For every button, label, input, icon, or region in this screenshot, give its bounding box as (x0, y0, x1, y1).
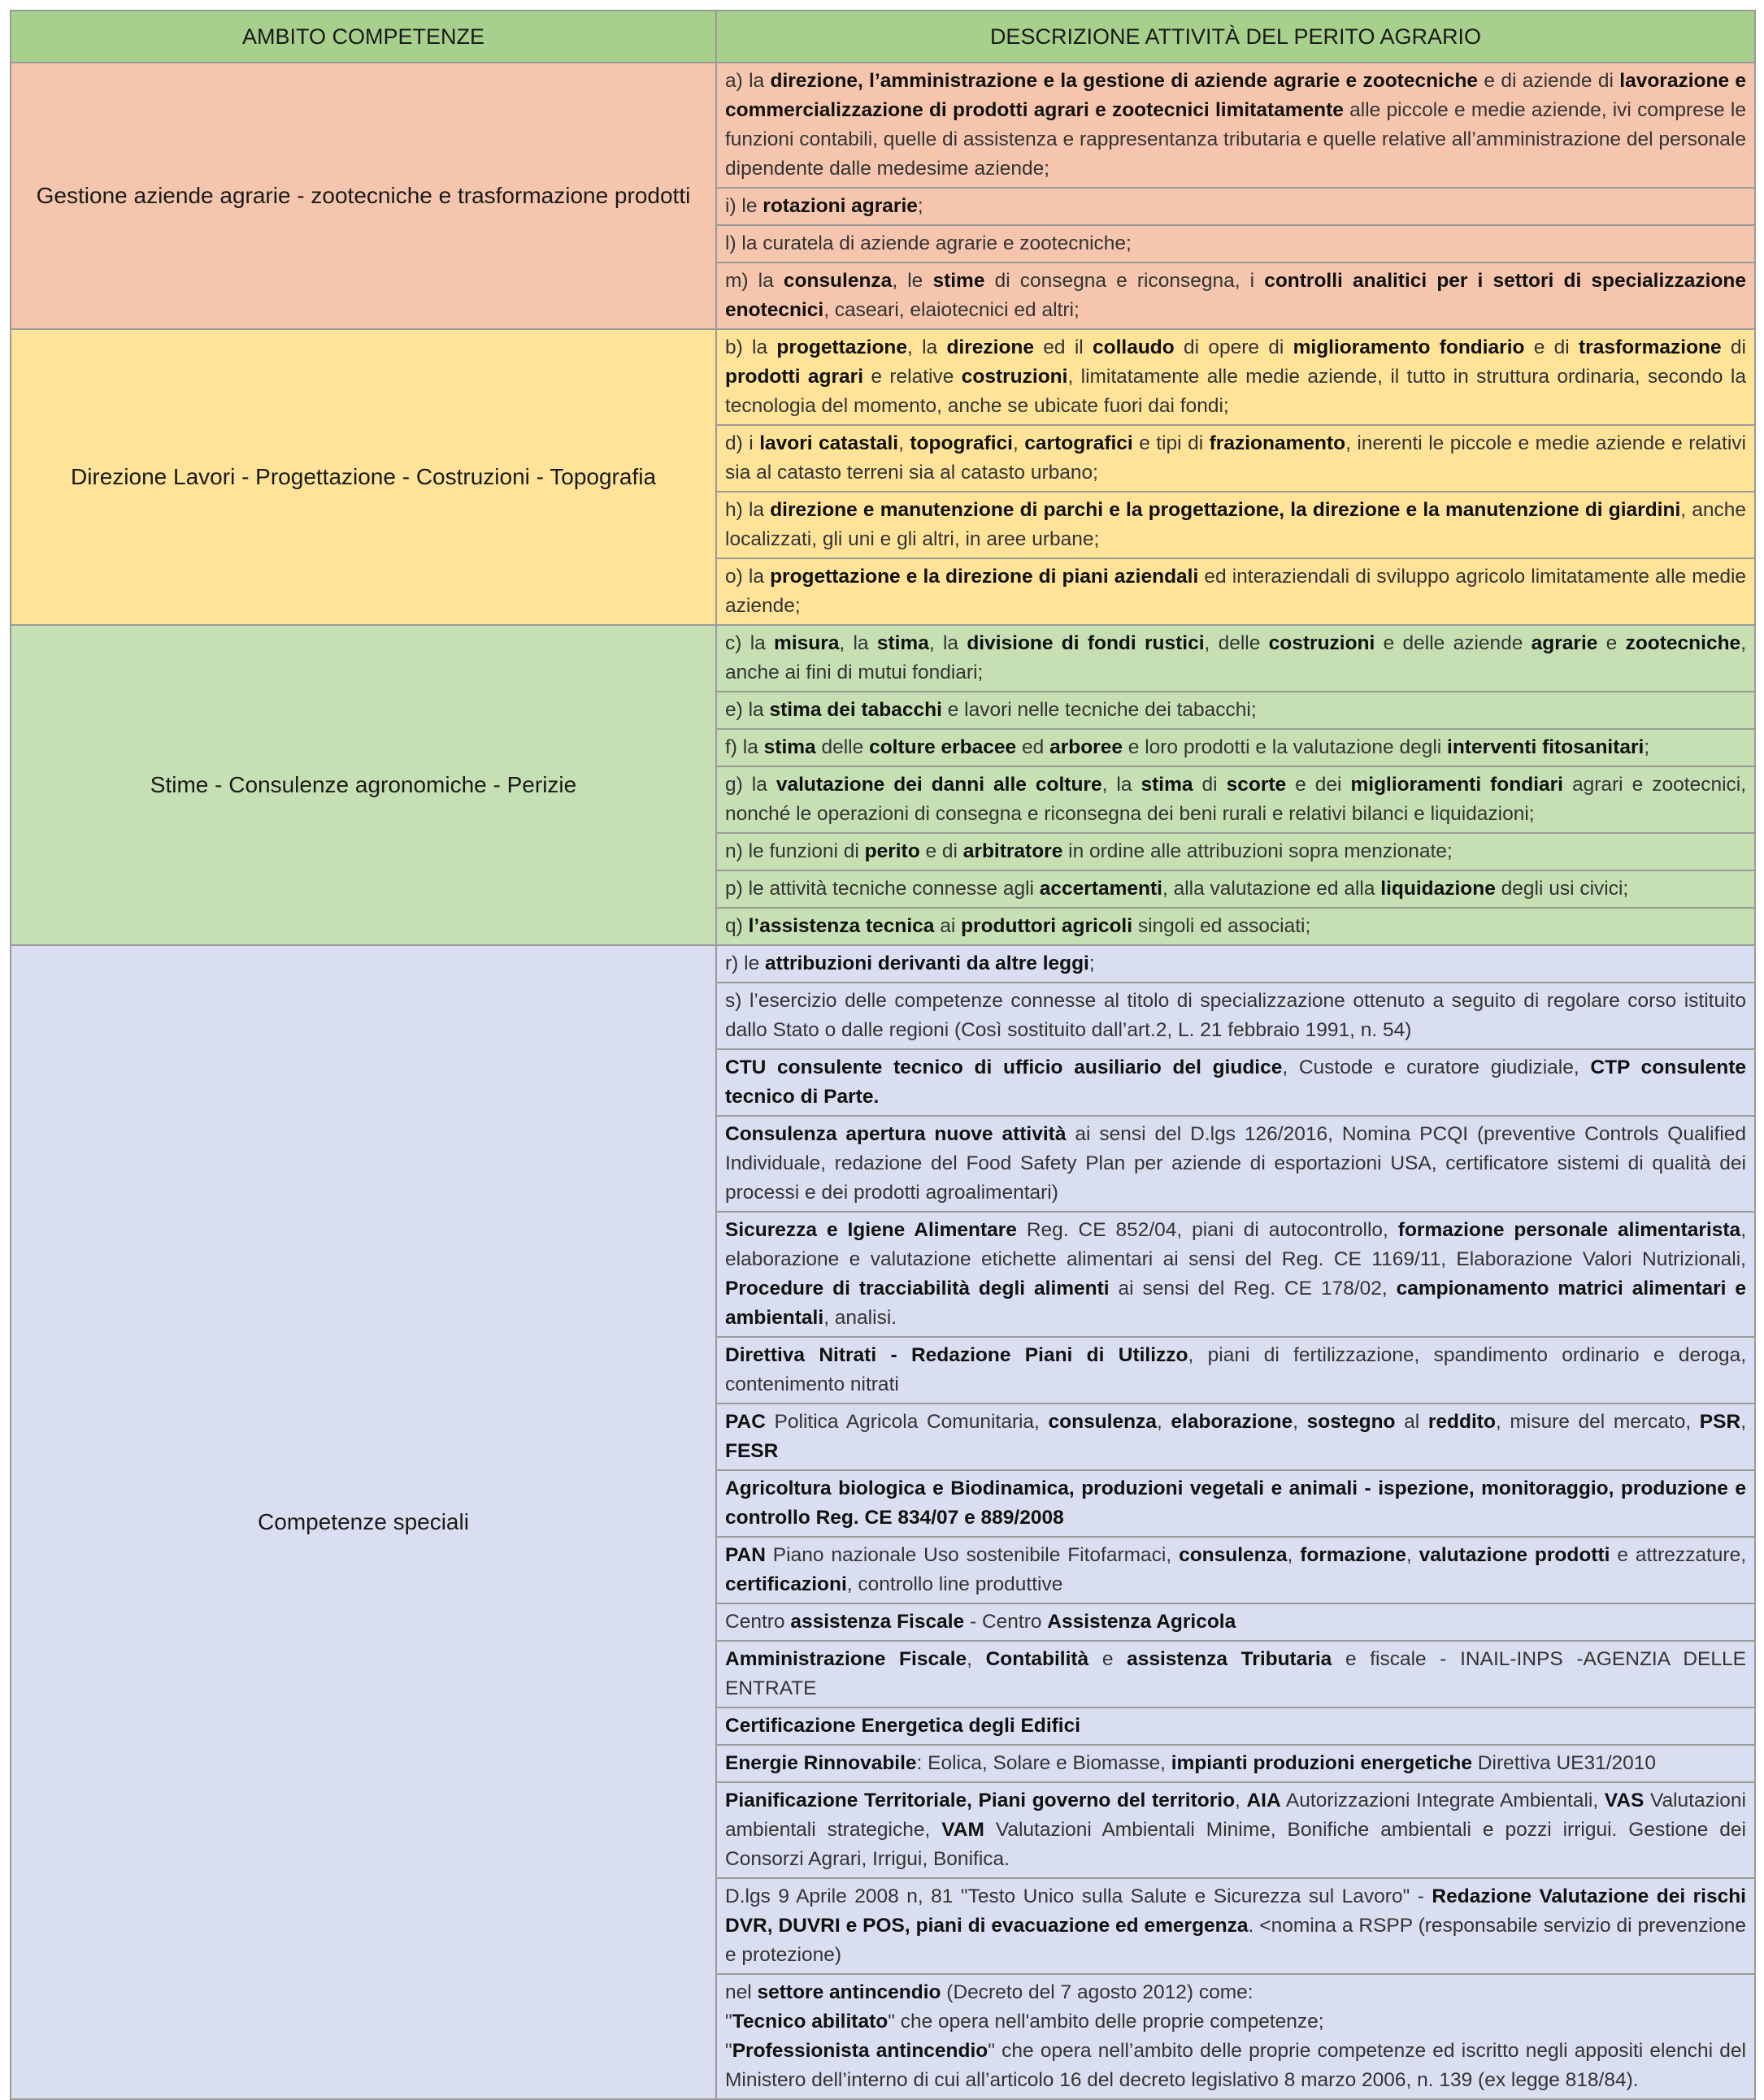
bold-text: stima (876, 632, 929, 654)
bold-text: Sicurezza e Igiene Alimentare (725, 1219, 1017, 1241)
text: e fiscale - INAIL-INPS -AGENZIA DELLE ENTRATE (725, 1648, 1746, 1699)
bold-text: Redazione Valutazione dei rischi DVR, DUVRI e POS, piani di evacuazione ed emergenza (725, 1885, 1746, 1937)
bold-text: colture erbacee (869, 736, 1017, 758)
bold-text: direzione e manutenzione di parchi e la progettazione, la direzione e la manutenzione di giardini (770, 499, 1681, 521)
text: q) (725, 915, 749, 937)
text: g) la (725, 774, 776, 796)
text: a) la (725, 70, 771, 92)
text: Autorizzazioni Integrate Ambientali, (1280, 1790, 1605, 1811)
text: p) le attività tecniche connesse agli (725, 878, 1040, 900)
descrizione-cell (716, 225, 1755, 262)
descrizione-cell (716, 766, 1755, 833)
bold-text: AIA (1246, 1790, 1281, 1811)
descrizione-cell (716, 1337, 1755, 1404)
bold-text: Pianificazione Territoriale, Piani governo del territorio (725, 1790, 1236, 1811)
text: " che opera nell’ambito delle proprie competenze ed iscritto negli appositi elenchi del Ministero dell’interno di cui all’articolo 16 del decreto legislativo 8 marzo 2006, n. 139 (ex legge 818/84). (725, 2040, 1746, 2091)
bold-text: divisione di fondi rustici (967, 632, 1205, 654)
descrizione-cell (716, 1470, 1755, 1537)
text: - Centro (964, 1611, 1048, 1633)
table-row (11, 329, 1755, 425)
text: , (1406, 1544, 1419, 1566)
descrizione-cell (716, 188, 1755, 225)
bold-text: Contabilità (985, 1648, 1089, 1670)
text: , la (839, 632, 877, 654)
bold-text: Amministrazione Fiscale (725, 1648, 967, 1670)
bold-text: arbitratore (962, 840, 1063, 862)
text: , (1156, 1411, 1171, 1433)
bold-text: lavori catastali (759, 432, 899, 454)
descrizione-cell (716, 983, 1755, 1049)
table-body (11, 63, 1755, 2099)
table-row (11, 945, 1755, 983)
text: b) la (725, 336, 777, 358)
bold-text: Tecnico abilitato (732, 2011, 889, 2033)
text: di (1721, 336, 1746, 358)
text: ; (917, 195, 923, 217)
text: ai sensi del D.lgs 126/2016, Nomina PCQI (preventive Controls Qualified Individuale, redazione del Food Safety Plan per aziende di esportazioni USA, certificatore sistemi di qualità dei processi e dei prodotti agroalimentari) (725, 1123, 1747, 1204)
text: ai (934, 915, 962, 937)
text: ed (1016, 736, 1050, 758)
table-row (11, 63, 1755, 188)
bold-text: miglioramento fondiario (1293, 336, 1525, 358)
bold-text: Agricoltura biologica e Biodinamica, produzioni vegetali e animali - ispezione, monitoraggio, produzione e controllo Reg. CE 834/07 e 889/2008 (725, 1477, 1746, 1529)
competenze-table (10, 10, 1756, 2100)
text: o) la (725, 566, 771, 588)
text: nel (725, 1981, 758, 2003)
bold-text: assistenza Tributaria (1127, 1648, 1332, 1670)
text: . <nomina a RSPP (responsabile servizio di prevenzione e protezione) (725, 1915, 1747, 1966)
text: alle piccole e medie aziende, ivi comprese le funzioni contabili, quelle di assistenza e rappresentanza tributaria e quelle relative all’amministrazione del personale dipendente dalle medesime aziende; (725, 99, 1746, 180)
header-descrizione: DESCRIZIONE ATTIVITÀ DEL PERITO AGRARIO (716, 11, 1755, 63)
text: di (1193, 774, 1227, 796)
bold-text: reddito (1427, 1411, 1496, 1433)
text: ; (1088, 952, 1095, 974)
text: , (1235, 1790, 1247, 1811)
text: , le (892, 270, 933, 292)
text: " che opera nell'ambito delle proprie competenze; (888, 2011, 1324, 2033)
bold-text: costruzioni (1268, 632, 1375, 654)
bold-text: VAS (1604, 1790, 1645, 1811)
descrizione-cell (716, 1537, 1755, 1603)
bold-text: campionamento matrici alimentari e ambientali (725, 1278, 1746, 1329)
text: l) la curatela di aziende agrarie e zootecniche; (725, 232, 1132, 254)
bold-text: stima dei tabacchi (769, 699, 942, 721)
bold-text: formazione personale alimentarista (1397, 1219, 1741, 1241)
bold-text: agrarie (1531, 632, 1598, 654)
text: e di (919, 840, 963, 862)
text: , (1740, 1411, 1746, 1433)
text: s) l’esercizio delle competenze connesse al titolo di specializzazione ottenuto a seguito di regolare corso istituito dallo Stato o dalle regioni (Così sostituito dall’art.2, L. 21 febbraio 1991, n. 54) (725, 990, 1746, 1041)
ambito-cell: Gestione aziende agrarie - zootecniche e trasformazione prodotti (11, 63, 716, 329)
bold-text: collaudo (1092, 336, 1175, 358)
text: al (1395, 1411, 1428, 1433)
ambito-cell: Direzione Lavori - Progettazione - Costruzioni - Topografia (11, 329, 716, 625)
text: e (1088, 1648, 1127, 1670)
descrizione-cell (716, 1878, 1755, 1974)
text: delle (815, 736, 870, 758)
descrizione-cell (716, 1404, 1755, 1470)
descrizione-cell (716, 625, 1755, 692)
descrizione-cell (716, 870, 1755, 908)
text: , (1012, 432, 1025, 454)
bold-text: impianti produzioni energetiche (1171, 1752, 1472, 1774)
text: Reg. CE 852/04, piani di autocontrollo, (1016, 1219, 1398, 1241)
descrizione-cell (716, 908, 1755, 945)
bold-text: PSR (1699, 1411, 1741, 1433)
text: , analisi. (823, 1307, 897, 1329)
bold-text: accertamenti (1039, 878, 1162, 900)
text: , la (928, 632, 967, 654)
descrizione-cell (716, 425, 1755, 492)
bold-text: stime (932, 270, 985, 292)
descrizione-cell (716, 1782, 1755, 1878)
text: m) la (725, 270, 784, 292)
bold-text: topografici (910, 432, 1013, 454)
text: Valutazioni Ambientali Minime, Bonifiche ambientali e pozzi irrigui. Gestione dei Consorzi Agrari, Irrigui, Bonifica. (725, 1819, 1746, 1870)
text: Valutazioni ambientali strategiche, (725, 1790, 1746, 1841)
ambito-cell: Competenze speciali (11, 945, 716, 2099)
descrizione-cell (716, 1603, 1755, 1641)
bold-text: PAC (725, 1411, 766, 1433)
text: , delle (1204, 632, 1269, 654)
text: ed il (1034, 336, 1093, 358)
bold-text: CTU consulente tecnico di ufficio ausiliario del giudice (725, 1057, 1283, 1078)
bold-text: Procedure di tracciabilità degli alimenti (725, 1278, 1110, 1299)
bold-text: Certificazione Energetica degli Edifici (725, 1715, 1081, 1737)
text: e di aziende di (1478, 70, 1620, 92)
bold-text: Consulenza apertura nuove attività (725, 1123, 1067, 1145)
text: " (725, 2040, 732, 2062)
bold-text: stima (1141, 774, 1193, 796)
bold-text: cartografici (1024, 432, 1133, 454)
text: , inerenti le piccole e medie aziende e relativi sia al catasto terreni sia al catasto urbano; (725, 432, 1746, 484)
text: , (1293, 1411, 1307, 1433)
text: e relative (863, 366, 962, 388)
bold-text: PAN (725, 1544, 766, 1566)
text: e (1597, 632, 1626, 654)
descrizione-cell (716, 945, 1755, 983)
bold-text: formazione (1300, 1544, 1406, 1566)
text: agrari e zootecnici, nonché le operazioni di consegna e riconsegna dei beni rurali e relativi bilanci e liquidazioni; (725, 774, 1747, 825)
bold-text: rotazioni agrarie (763, 195, 918, 217)
text: , misure del mercato, (1495, 1411, 1700, 1433)
text: , controllo line produttive (846, 1573, 1063, 1595)
text: f) la (725, 736, 764, 758)
text: h) la (725, 499, 771, 521)
descrizione-cell (716, 492, 1755, 558)
descrizione-cell (716, 692, 1755, 729)
bold-text: frazionamento (1209, 432, 1346, 454)
bold-text: settore antincendio (757, 1981, 941, 2003)
bold-text: assistenza Fiscale (790, 1611, 965, 1633)
text: Centro (725, 1611, 791, 1633)
text: , alla valutazione ed alla (1162, 878, 1381, 900)
text: r) le (725, 952, 765, 974)
bold-text: Assistenza Agricola (1047, 1611, 1236, 1633)
descrizione-cell (716, 262, 1755, 329)
text: ai sensi del Reg. CE 178/02, (1109, 1278, 1397, 1299)
bold-text: sostegno (1306, 1411, 1396, 1433)
bold-text: arboree (1049, 736, 1123, 758)
text: " (725, 2011, 732, 2033)
bold-text: Professionista antincendio (732, 2040, 988, 2062)
text: , piani di fertilizzazione, spandimento ordinario e deroga, contenimento nitrati (725, 1344, 1747, 1395)
text: c) la (725, 632, 775, 654)
text: Politica Agricola Comunitaria, (765, 1411, 1049, 1433)
descrizione-cell (716, 63, 1755, 188)
ambito-cell: Stime - Consulenze agronomiche - Perizie (11, 625, 716, 945)
text: d) i (725, 432, 760, 454)
bold-text: consulenza (1048, 1411, 1157, 1433)
text: e tipi di (1132, 432, 1210, 454)
bold-text: valutazione dei danni alle colture (776, 774, 1102, 796)
bold-text: progettazione (776, 336, 908, 358)
text: : Eolica, Solare e Biomasse, (916, 1752, 1171, 1774)
text: e lavori nelle tecniche dei tabacchi; (941, 699, 1257, 721)
bold-text: direzione, l’amministrazione e la gestione di aziende agrarie e zootecniche (770, 70, 1479, 92)
bold-text: scorte (1226, 774, 1287, 796)
page (10, 10, 1754, 2100)
text: Piano nazionale Uso sostenibile Fitofarmaci, (765, 1544, 1180, 1566)
text: di opere di (1174, 336, 1293, 358)
bold-text: attribuzioni derivanti da altre leggi (765, 952, 1089, 974)
descrizione-cell (716, 1641, 1755, 1707)
text: , (898, 432, 910, 454)
bold-text: zootecniche (1625, 632, 1741, 654)
text: , (967, 1648, 986, 1670)
descrizione-cell (716, 1116, 1755, 1212)
bold-text: trasformazione (1579, 336, 1722, 358)
text: , elaborazione e valutazione etichette alimentari ai sensi del Reg. CE 1169/11, Elaborazione Valori Nutrizionali, (725, 1219, 1746, 1270)
text: (Decreto del 7 agosto 2012) come: (941, 1981, 1253, 2003)
bold-text: valutazione prodotti (1419, 1544, 1610, 1566)
bold-text: elaborazione (1171, 1411, 1293, 1433)
descrizione-cell (716, 729, 1755, 766)
descrizione-cell (716, 558, 1755, 625)
text: ed interaziendali di sviluppo agricolo limitatamente alle medie aziende; (725, 566, 1747, 617)
bold-text: miglioramenti fondiari (1350, 774, 1563, 796)
text: Direttiva UE31/2010 (1472, 1752, 1657, 1774)
text: e attrezzature, (1610, 1544, 1747, 1566)
bold-text: lavorazione e commercializzazione di prodotti agrari e zootecnici limitatamente (725, 70, 1747, 121)
text: D.lgs 9 Aprile 2008 n, 81 "Testo Unico sulla Salute e Sicurezza sul Lavoro" - (725, 1885, 1432, 1907)
descrizione-cell (716, 1707, 1755, 1745)
text: e delle aziende (1375, 632, 1532, 654)
header-ambito: AMBITO COMPETENZE (11, 11, 716, 63)
text: degli usi civici; (1495, 878, 1629, 900)
table-row (11, 625, 1755, 692)
text: i) le (725, 195, 763, 217)
bold-text: costruzioni (961, 366, 1068, 388)
bold-text: consulenza (1179, 1544, 1288, 1566)
text: in ordine alle attribuzioni sopra menzionate; (1062, 840, 1453, 862)
bold-text: consulenza (783, 270, 893, 292)
bold-text: certificazioni (725, 1573, 847, 1595)
bold-text: FESR (725, 1440, 779, 1462)
descrizione-cell (716, 329, 1755, 425)
text: , anche localizzati, gli uni e gli altri, in aree urbane; (725, 499, 1746, 550)
bold-text: Energie Rinnovabile (725, 1752, 917, 1774)
descrizione-cell (716, 1212, 1755, 1337)
bold-text: l’assistenza tecnica (748, 915, 935, 937)
bold-text: direzione (946, 336, 1035, 358)
bold-text: CTP consulente tecnico di Parte. (725, 1057, 1746, 1108)
text: , anche ai fini di mutui fondiari; (725, 632, 1746, 683)
text: e di (1524, 336, 1579, 358)
bold-text: prodotti agrari (725, 366, 863, 388)
text: , caseari, elaiotecnici ed altri; (823, 299, 1080, 321)
bold-text: interventi fitosanitari (1447, 736, 1645, 758)
text: n) le funzioni di (725, 840, 865, 862)
text: , la (1101, 774, 1141, 796)
descrizione-cell (716, 1049, 1755, 1116)
text: singoli ed associati; (1132, 915, 1311, 937)
bold-text: liquidazione (1380, 878, 1496, 900)
bold-text: controlli analitici per i settori di specializzazione enotecnici (725, 270, 1746, 321)
bold-text: stima (763, 736, 816, 758)
text: , limitatamente alle medie aziende, il tutto in struttura ordinaria, secondo la tecnologia del momento, anche se ubicate fuori dai fondi; (725, 366, 1746, 417)
bold-text: Direttiva Nitrati - Redazione Piani di Utilizzo (725, 1344, 1188, 1366)
text: e dei (1286, 774, 1351, 796)
text: , Custode e curatore giudiziale, (1282, 1057, 1591, 1078)
bold-text: misura (774, 632, 840, 654)
text: , (1287, 1544, 1301, 1566)
descrizione-cell (716, 833, 1755, 870)
text: di consegna e riconsegna, i (984, 270, 1265, 292)
bold-text: VAM (941, 1819, 984, 1841)
bold-text: progettazione e la direzione di piani aziendali (770, 566, 1199, 588)
text: e) la (725, 699, 770, 721)
bold-text: perito (864, 840, 920, 862)
text: e loro prodotti e la valutazione degli (1122, 736, 1448, 758)
descrizione-cell (716, 1745, 1755, 1782)
header-row (11, 11, 1755, 63)
text: ; (1644, 736, 1650, 758)
bold-text: produttori agricoli (961, 915, 1133, 937)
text: , la (907, 336, 947, 358)
